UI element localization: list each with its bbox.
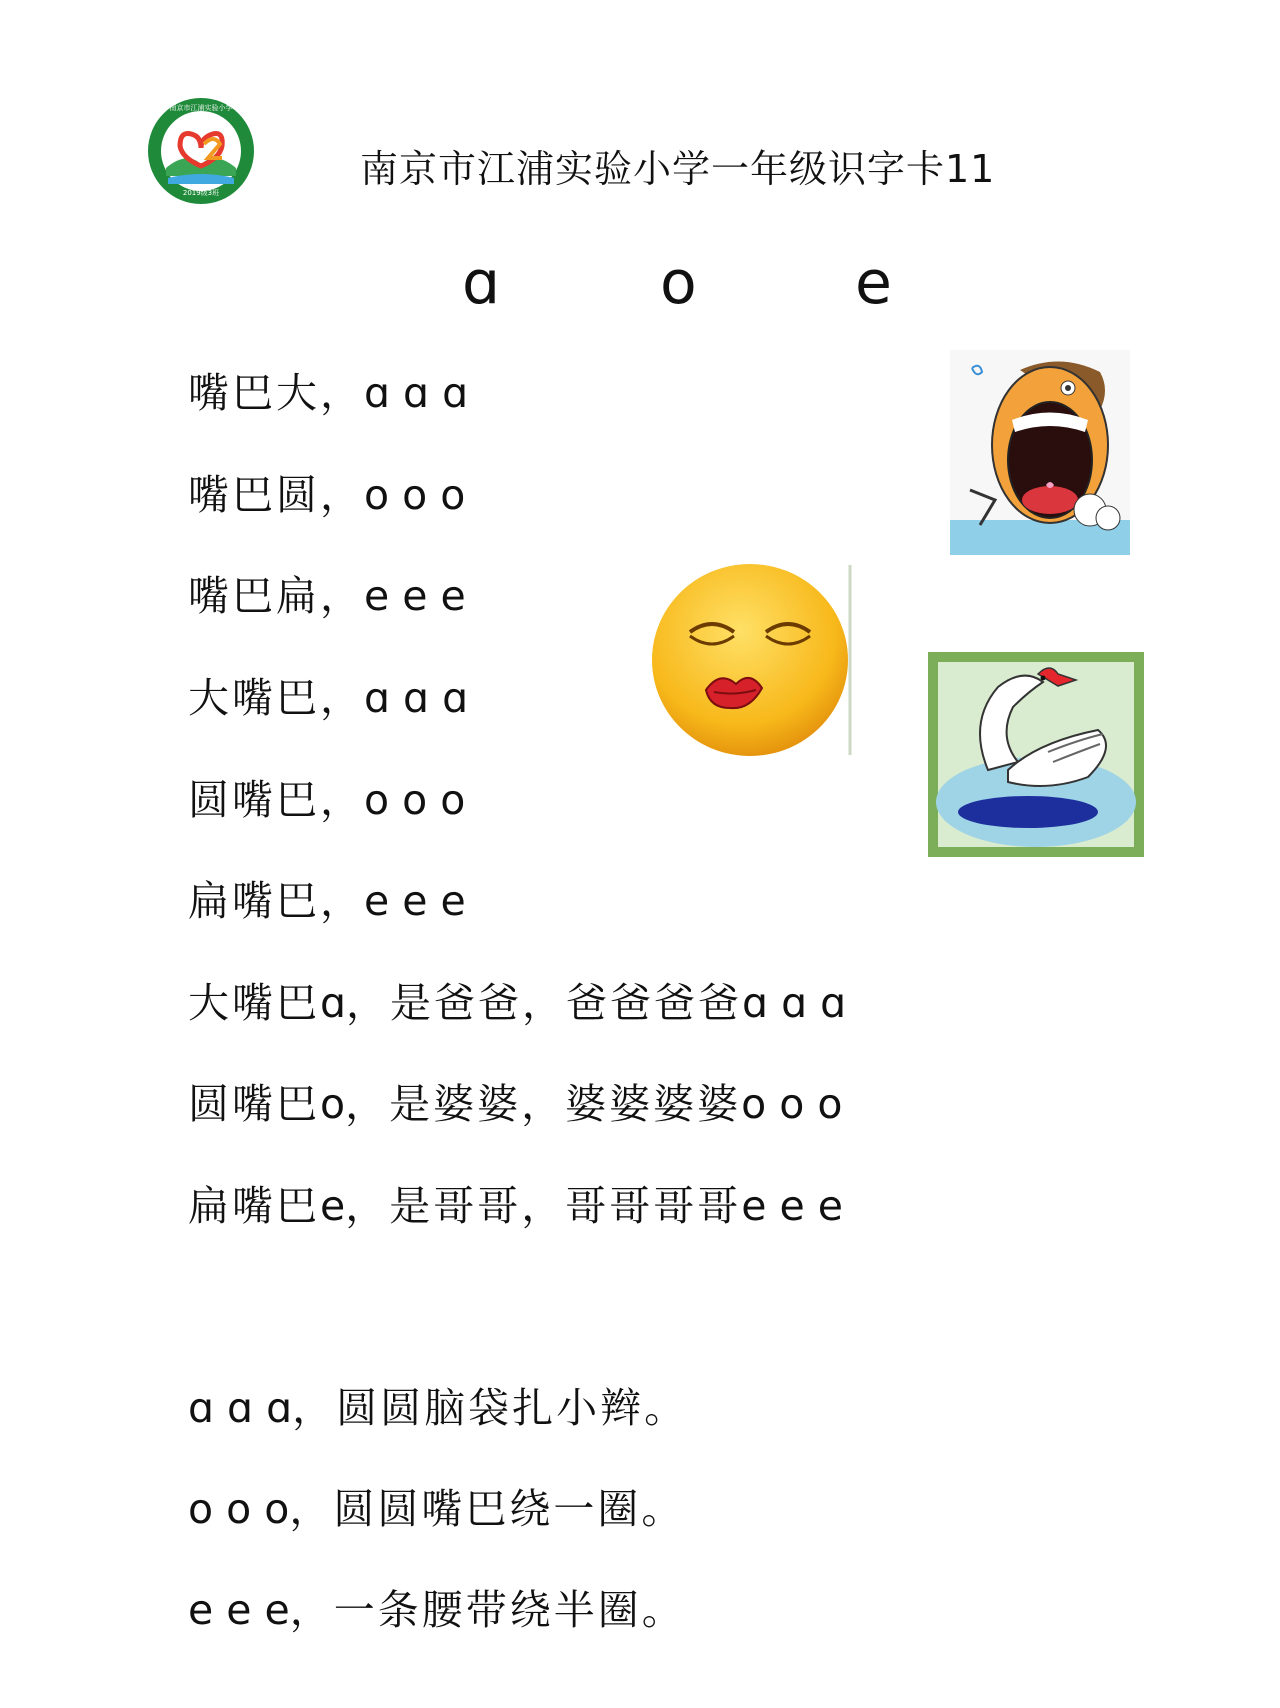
text-line: [188, 970, 846, 1029]
school-logo: [146, 96, 256, 206]
logo-year-text: 2019级3班: [182, 189, 220, 197]
pinyin: ɑ ɑ ɑ: [188, 1384, 293, 1432]
text-line: [188, 1173, 843, 1232]
text-line: [188, 360, 468, 419]
pinyin: o o o: [364, 776, 466, 824]
pinyin: e: [320, 1182, 346, 1230]
pinyin: e e e: [741, 1182, 843, 1230]
pinyin: o o o: [364, 471, 466, 519]
line-text: ，是婆婆，婆婆婆婆: [345, 1080, 742, 1128]
pinyin: e e e: [364, 572, 466, 620]
line-text: 圆嘴巴，: [188, 776, 364, 824]
pinyin: e e e: [364, 877, 466, 925]
text-line: [188, 563, 466, 622]
line-text: ，圆圆脑袋扎小辫。: [292, 1384, 689, 1432]
vowel-e: e: [855, 248, 892, 318]
line-text: 大嘴巴，: [188, 674, 364, 722]
text-line: [188, 462, 465, 521]
shouting-man-illustration: [950, 350, 1130, 555]
pinyin: e e e: [188, 1586, 290, 1634]
vowel-o: o: [660, 248, 697, 318]
pinyin: ɑ ɑ ɑ: [364, 674, 469, 722]
line-text: 扁嘴巴，: [188, 877, 364, 925]
text-line: [188, 1375, 688, 1434]
pinyin: ɑ ɑ ɑ: [364, 369, 469, 417]
text-line: [188, 868, 466, 927]
text-line: [188, 1476, 685, 1535]
line-text: ，是爸爸，爸爸爸爸: [346, 979, 743, 1027]
text-line: [188, 1071, 842, 1130]
page-title: 南京市江浦实验小学一年级识字卡11: [360, 147, 996, 191]
line-text: 嘴巴大，: [188, 369, 364, 417]
text-line: [188, 1577, 686, 1636]
line-text: ，一条腰带绕半圈。: [289, 1586, 686, 1634]
line-text: ，是哥哥，哥哥哥哥: [345, 1182, 742, 1230]
line-text: 嘴巴扁，: [188, 572, 364, 620]
line-text: 大嘴巴: [188, 979, 320, 1027]
text-line: [188, 767, 465, 826]
pinyin: ɑ ɑ ɑ: [742, 979, 847, 1027]
pinyin: o o o: [741, 1080, 843, 1128]
goose-illustration: [928, 652, 1144, 857]
line-text: ，圆圆嘴巴绕一圈。: [289, 1485, 686, 1533]
line-text: 圆嘴巴: [188, 1080, 320, 1128]
kissing-emoji-illustration: [650, 560, 860, 760]
line-text: 扁嘴巴: [188, 1182, 320, 1230]
text-line: [188, 665, 468, 724]
logo-arc-text: 南京市江浦实验小学: [169, 104, 233, 112]
pinyin: o o o: [188, 1485, 290, 1533]
line-text: 嘴巴圆，: [188, 471, 364, 519]
pinyin: ɑ: [320, 979, 347, 1027]
vowel-a: ɑ: [462, 248, 501, 318]
pinyin: o: [320, 1080, 346, 1128]
